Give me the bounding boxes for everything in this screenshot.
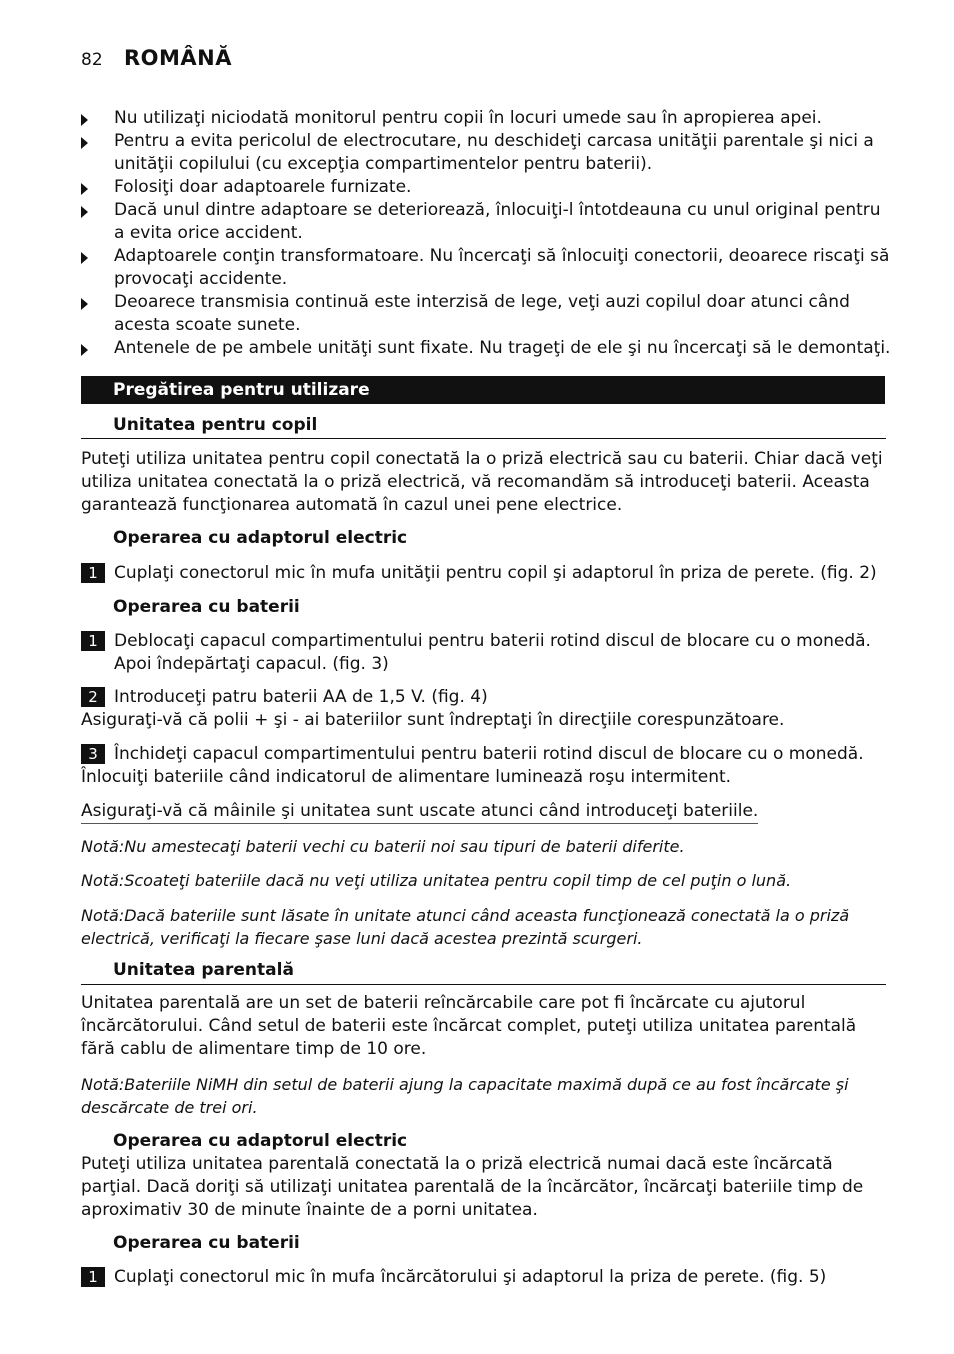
bullet-arrow-icon [81,344,88,356]
bullet-arrow-icon [81,137,88,149]
child-battery-step-2 [81,686,891,709]
polarity-note: Asiguraţi-vă că polii + şi - ai bateriilor sunt îndreptaţi în direcţiile corespunzătoare. [81,710,785,730]
bullet-arrow-icon [81,252,88,264]
parent-adapter-text: Puteţi utiliza unitatea parentală conectată la o priză electrică numai dacă este încărcată parţial. Dacă doriţi să utilizaţi unitatea parentală de la încărcător, încărcaţi bateriile timp de aproximativ 30 de minute înainte de a porni unitatea. [81,1154,864,1220]
step-text: Introduceţi patru baterii AA de 1,5 V. (fig. 4) [114,687,488,707]
parent-battery-step-1 [81,1266,891,1289]
section-title-bar: Pregătirea pentru utilizare [81,376,885,404]
note-mix-batteries: Notă:Nu amestecaţi baterii vechi cu baterii noi sau tipuri de baterii diferite. [81,837,685,856]
list-item: Pentru a evita pericolul de electrocutare, nu deschideţi carcasa unităţii parentale şi nici a unităţii copilului (cu excepţia compartimentelor pentru baterii). [81,130,891,176]
step-text: Deblocaţi capacul compartimentului pentru baterii rotind discul de blocare cu o monedă. Apoi îndepărtaţi capacul. (fig. 3) [114,631,871,674]
language-title: ROMÂNĂ [124,46,232,70]
child-battery-heading: Operarea cu baterii [113,597,300,617]
heading-divider [81,984,886,985]
note-nimh: Notă:Bateriile NiMH din setul de baterii ajung la capacitate maximă după ce au fost încărcate şi descărcate de trei ori. [81,1075,849,1117]
bullet-arrow-icon [81,206,88,218]
list-item: Dacă unul dintre adaptoare se deteriorează, înlocuiţi-l întotdeauna cu unul original pentru a evita orice accident. [81,199,891,245]
step-number: 2 [81,687,105,707]
child-battery-step-1 [81,630,891,676]
note-remove-batteries: Notă:Scoateţi bateriile dacă nu veţi utiliza unitatea pentru copil timp de cel puţin o lună. [81,871,792,890]
step-text: Cuplaţi conectorul mic în mufa încărcătorului şi adaptorul la priza de perete. (fig. 5) [114,1267,827,1287]
child-unit-heading: Unitatea pentru copil [113,415,318,435]
list-item: Deoarece transmisia continuă este interzisă de lege, veţi auzi copilul doar atunci când acesta scoate sunete. [81,291,891,337]
step-number: 3 [81,744,105,764]
child-battery-step-3 [81,743,891,766]
bullet-arrow-icon [81,298,88,310]
bullet-arrow-icon [81,183,88,195]
page-number: 82 [81,50,103,70]
step-text: Închideţi capacul compartimentului pentru baterii rotind discul de blocare cu o monedă. [114,744,864,764]
note-check-leaks: Notă:Dacă bateriile sunt lăsate în unitate atunci când aceasta funcţionează conectată la o priză electrică, verificaţi la fiecare şase luni dacă acestea prezintă scurgeri. [81,906,850,948]
step-number: 1 [81,563,105,583]
parent-battery-heading: Operarea cu baterii [113,1233,300,1253]
dry-hands-warning: Asiguraţi-vă că mâinile şi unitatea sunt uscate atunci când introduceţi bateriile. [81,800,758,824]
list-item: Folosiţi doar adaptoarele furnizate. [81,176,891,199]
list-item: Adaptoarele conţin transformatoare. Nu încercaţi să înlocuiţi conectorii, deoarece riscaţi să provocaţi accidente. [81,245,891,291]
replace-note: Înlocuiţi bateriile când indicatorul de alimentare luminează roşu intermitent. [81,767,732,787]
step-number: 1 [81,631,105,651]
parent-unit-intro: Unitatea parentală are un set de baterii reîncărcabile care pot fi încărcate cu ajutorul încărcătorului. Când setul de baterii este încărcat complet, puteţi utiliza unitatea parentală fără cablu de alimentare timp de 10 ore. [81,993,857,1059]
step-text: Cuplaţi conectorul mic în mufa unităţii pentru copil şi adaptorul în priza de perete. (fig. 2) [114,563,877,583]
parent-unit-heading: Unitatea parentală [113,960,294,980]
bullet-arrow-icon [81,114,88,126]
step-number: 1 [81,1267,105,1287]
heading-divider [81,438,886,439]
child-unit-intro: Puteţi utiliza unitatea pentru copil conectată la o priză electrică sau cu baterii. Chiar dacă veţi utiliza unitatea conectată la o priză electrică, vă recomandăm să introduceţi baterii. Aceasta garantează funcţionarea automată în cazul unei pene electrice. [81,449,883,515]
parent-adapter-heading: Operarea cu adaptorul electric [113,1131,408,1151]
list-item: Antenele de pe ambele unităţi sunt fixate. Nu trageţi de ele şi nu încercaţi să le demontaţi. [81,337,891,360]
child-adapter-step [81,562,891,585]
warning-list [81,107,891,360]
list-item: Nu utilizaţi niciodată monitorul pentru copii în locuri umede sau în apropierea apei. [81,107,891,130]
child-adapter-heading: Operarea cu adaptorul electric [113,528,408,548]
